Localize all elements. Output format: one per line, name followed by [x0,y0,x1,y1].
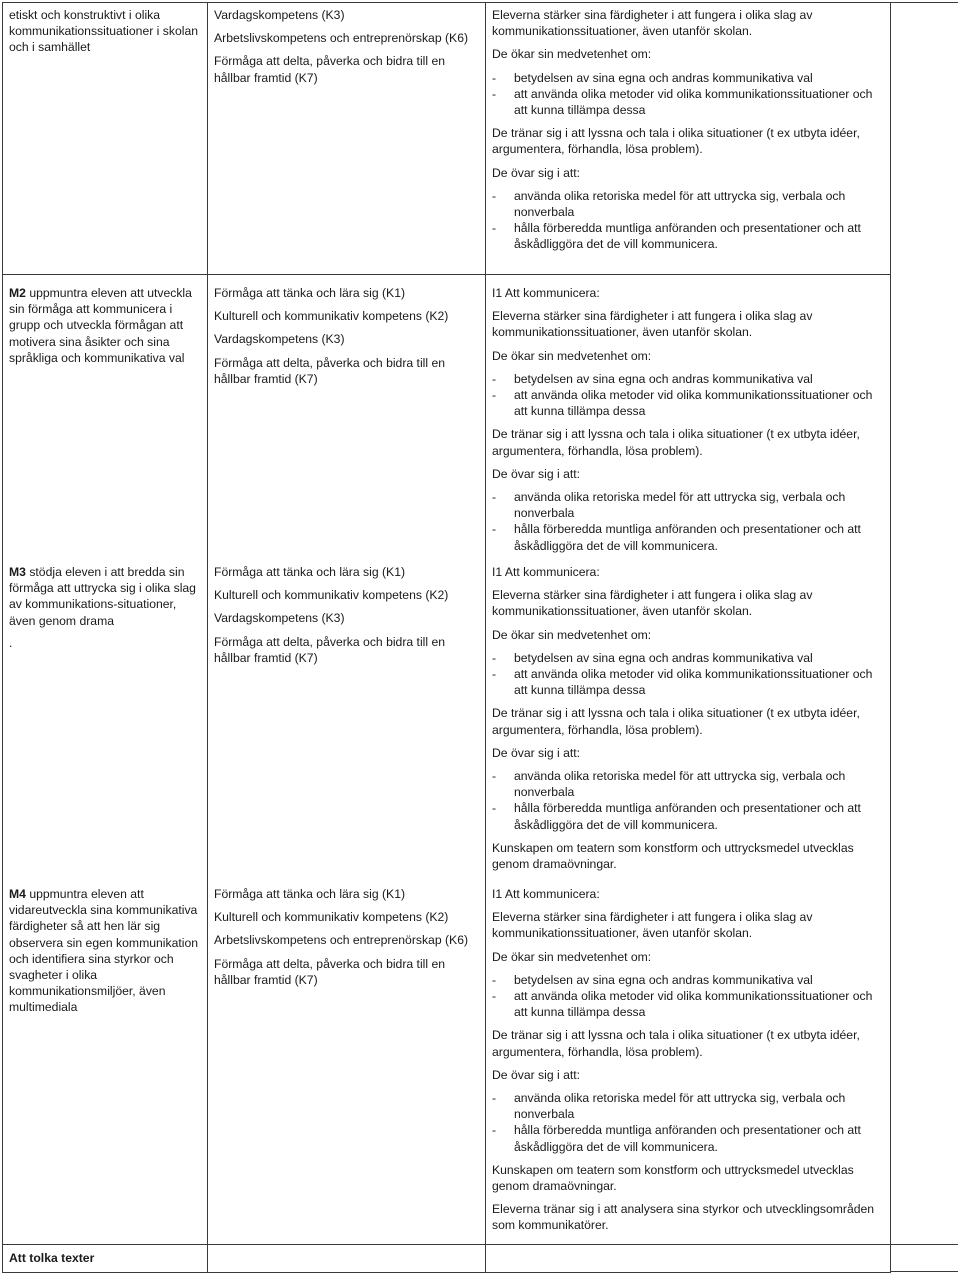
table-rule [891,1244,958,1245]
list-item: - att använda olika metoder vid olika kommunikationssituationer och att kunna tillämpa dessa [492,667,873,698]
goal-code: M3 [9,565,26,579]
goal-cell [3,275,208,1245]
competence-item: Förmåga att tänka och lära sig (K1) [214,565,406,579]
competence-item: Vardagskompetens (K3) [214,611,345,626]
content-paragraph: Eleverna stärker sina färdigheter i att fungera i olika slag av kommunikationssituationer, även utanför skolan. [492,588,813,619]
competence-item: Förmåga att delta, påverka och bidra till en hållbar framtid (K7) [214,355,446,386]
list-item: - att använda olika metoder vid olika kommunikationssituationer och att kunna tillämpa dessa [492,989,873,1020]
content-paragraph: Eleverna stärker sina färdigheter i att fungera i olika slag av kommunikationssituationer, även utanför skolan. [492,910,813,941]
content-group-m3 [492,564,884,886]
competence-item: Kulturell och kommunikativ kompetens (K2) [214,309,449,324]
table-row [3,275,891,1245]
competence-cell [208,3,486,275]
list-item: - hålla förberedda muntliga anföranden och presentationer och att åskådliggöra det de vill kommunicera. [492,1123,861,1154]
competence-item: Förmåga att delta, påverka och bidra till en hållbar framtid (K7) [214,54,446,85]
competence-group-m3 [214,564,479,886]
bullet-list [492,188,884,253]
list-item: - hålla förberedda muntliga anföranden och presentationer och att åskådliggöra det de vill kommunicera. [492,801,861,832]
competence-item: Arbetslivskompetens och entreprenörskap (K6) [214,31,469,46]
content-group-m2 [492,285,884,564]
goal-m4 [9,886,201,1016]
goal-text: etiskt och konstruktivt i olika kommunikationssituationer i skolan och i samhället [9,8,198,55]
goal-m3 [9,564,201,886]
list-item: - att använda olika metoder vid olika kommunikationssituationer och att kunna tillämpa dessa [492,388,873,419]
content-paragraph: Kunskapen om teatern som konstform och uttrycksmedel utvecklas genom dramaövningar. [492,840,854,872]
content-paragraph: De ökar sin medvetenhet om: [492,627,652,642]
list-item: - använda olika retoriska medel för att uttrycka sig, verbala och nonverbala [492,188,846,220]
bullet-list [492,972,884,1021]
list-item: - att använda olika metoder vid olika kommunikationssituationer och att kunna tillämpa dessa [492,86,873,118]
content-paragraph: De ökar sin medvetenhet om: [492,47,652,62]
list-item: - betydelsen av sina egna och andras kommunikativa val [492,371,813,386]
content-paragraph: Eleverna tränar sig i att analysera sina styrkor och utvecklingsområden som kommunikatörer. [492,1202,875,1233]
content-paragraph: De tränar sig i att lyssna och tala i olika situationer (t ex utbyta idéer, argumentera, förhandla, lösa problem). [492,427,860,458]
content-paragraph: De övar sig i att: [492,745,581,760]
table-row [3,1245,891,1273]
content-heading: I1 Att kommunicera: [492,565,600,579]
goal-code: M4 [9,887,26,901]
competence-item: Förmåga att delta, påverka och bidra till en hållbar framtid (K7) [214,956,446,987]
competence-group-m2 [214,285,479,564]
content-paragraph: De ökar sin medvetenhet om: [492,949,652,964]
content-paragraph: De tränar sig i att lyssna och tala i olika situationer (t ex utbyta idéer, argumentera, förhandla, lösa problem). [492,706,860,737]
content-paragraph: De övar sig i att: [492,466,581,481]
bullet-list [492,768,884,833]
bullet-list [492,70,884,119]
content-paragraph: De tränar sig i att lyssna och tala i olika situationer (t ex utbyta idéer, argumentera, förhandla, lösa problem). [492,1028,860,1059]
list-item: - betydelsen av sina egna och andras kommunikativa val [492,650,813,665]
bullet-list [492,650,884,699]
goal-text: uppmuntra eleven att utveckla sin förmåga att kommunicera i grupp och utveckla förmågan att motivera sina åsikter och sina språkliga och kommunikativa val [9,286,192,365]
empty-cell [208,1245,486,1273]
goal-text: uppmuntra eleven att vidareutveckla sina kommunikativa färdigheter så att hen lär sig observera sin egen kommunikation och identifiera sina styrkor och svagheter i olika kommunikationsmiljöer, även multimediala [9,887,199,1015]
goal-code: M2 [9,286,26,300]
content-heading: I1 Att kommunicera: [492,286,600,300]
content-paragraph: De tränar sig i att lyssna och tala i olika situationer (t ex utbyta idéer, argumentera, förhandla, lösa problem). [492,126,860,157]
competence-item: Förmåga att delta, påverka och bidra till en hållbar framtid (K7) [214,634,446,665]
list-item: - använda olika retoriska medel för att uttrycka sig, verbala och nonverbala [492,769,846,800]
competence-item: Kulturell och kommunikativ kompetens (K2) [214,910,449,925]
competence-item: Kulturell och kommunikativ kompetens (K2) [214,588,449,603]
content-paragraph: De övar sig i att: [492,1067,581,1082]
content-heading: I1 Att kommunicera: [492,887,600,901]
competence-item: Förmåga att tänka och lära sig (K1) [214,286,406,300]
content-group-m4 [492,886,884,1234]
content-cell [486,3,891,275]
competence-item: Vardagskompetens (K3) [214,332,345,347]
competence-item: Vardagskompetens (K3) [214,8,345,22]
competence-item: Förmåga att tänka och lära sig (K1) [214,887,406,901]
goal-m2 [9,285,201,564]
list-item: - använda olika retoriska medel för att uttrycka sig, verbala och nonverbala [492,490,846,521]
bullet-list [492,371,884,420]
competence-item: Arbetslivskompetens och entreprenörskap (K6) [214,933,469,948]
competence-cell [208,275,486,1245]
list-item: - använda olika retoriska medel för att uttrycka sig, verbala och nonverbala [492,1091,846,1122]
bullet-list [492,1090,884,1155]
content-cell [486,275,891,1245]
list-item: - betydelsen av sina egna och andras kommunikativa val [492,972,813,987]
competence-group-m4 [214,886,479,988]
content-paragraph: De övar sig i att: [492,165,581,180]
list-item: - hålla förberedda muntliga anföranden och presentationer och att åskådliggöra det de vill kommunicera. [492,221,861,252]
section-heading: Att tolka texter [9,1251,95,1265]
content-paragraph: Kunskapen om teatern som konstform och uttrycksmedel utvecklas genom dramaövningar. [492,1162,854,1194]
table-rule [891,2,958,3]
goal-dot: . [9,635,13,650]
content-paragraph: Eleverna stärker sina färdigheter i att fungera i olika slag av kommunikationssituationer, även utanför skolan. [492,309,813,340]
curriculum-table [2,2,891,1273]
goal-text: stödja eleven i att bredda sin förmåga att uttrycka sig i olika slag av kommunikations-situationer, även genom drama [9,565,196,628]
list-item: - betydelsen av sina egna och andras kommunikativa val [492,70,813,85]
content-paragraph: De ökar sin medvetenhet om: [492,348,652,363]
goal-cell [3,3,208,275]
bullet-list [492,489,884,554]
content-paragraph: Eleverna stärker sina färdigheter i att fungera i olika slag av kommunikationssituationer, även utanför skolan. [492,8,813,39]
empty-cell [486,1245,891,1273]
table-rule [891,1271,958,1272]
list-item: - hålla förberedda muntliga anföranden och presentationer och att åskådliggöra det de vill kommunicera. [492,522,861,553]
section-heading-cell [3,1245,208,1273]
table-row [3,3,891,275]
